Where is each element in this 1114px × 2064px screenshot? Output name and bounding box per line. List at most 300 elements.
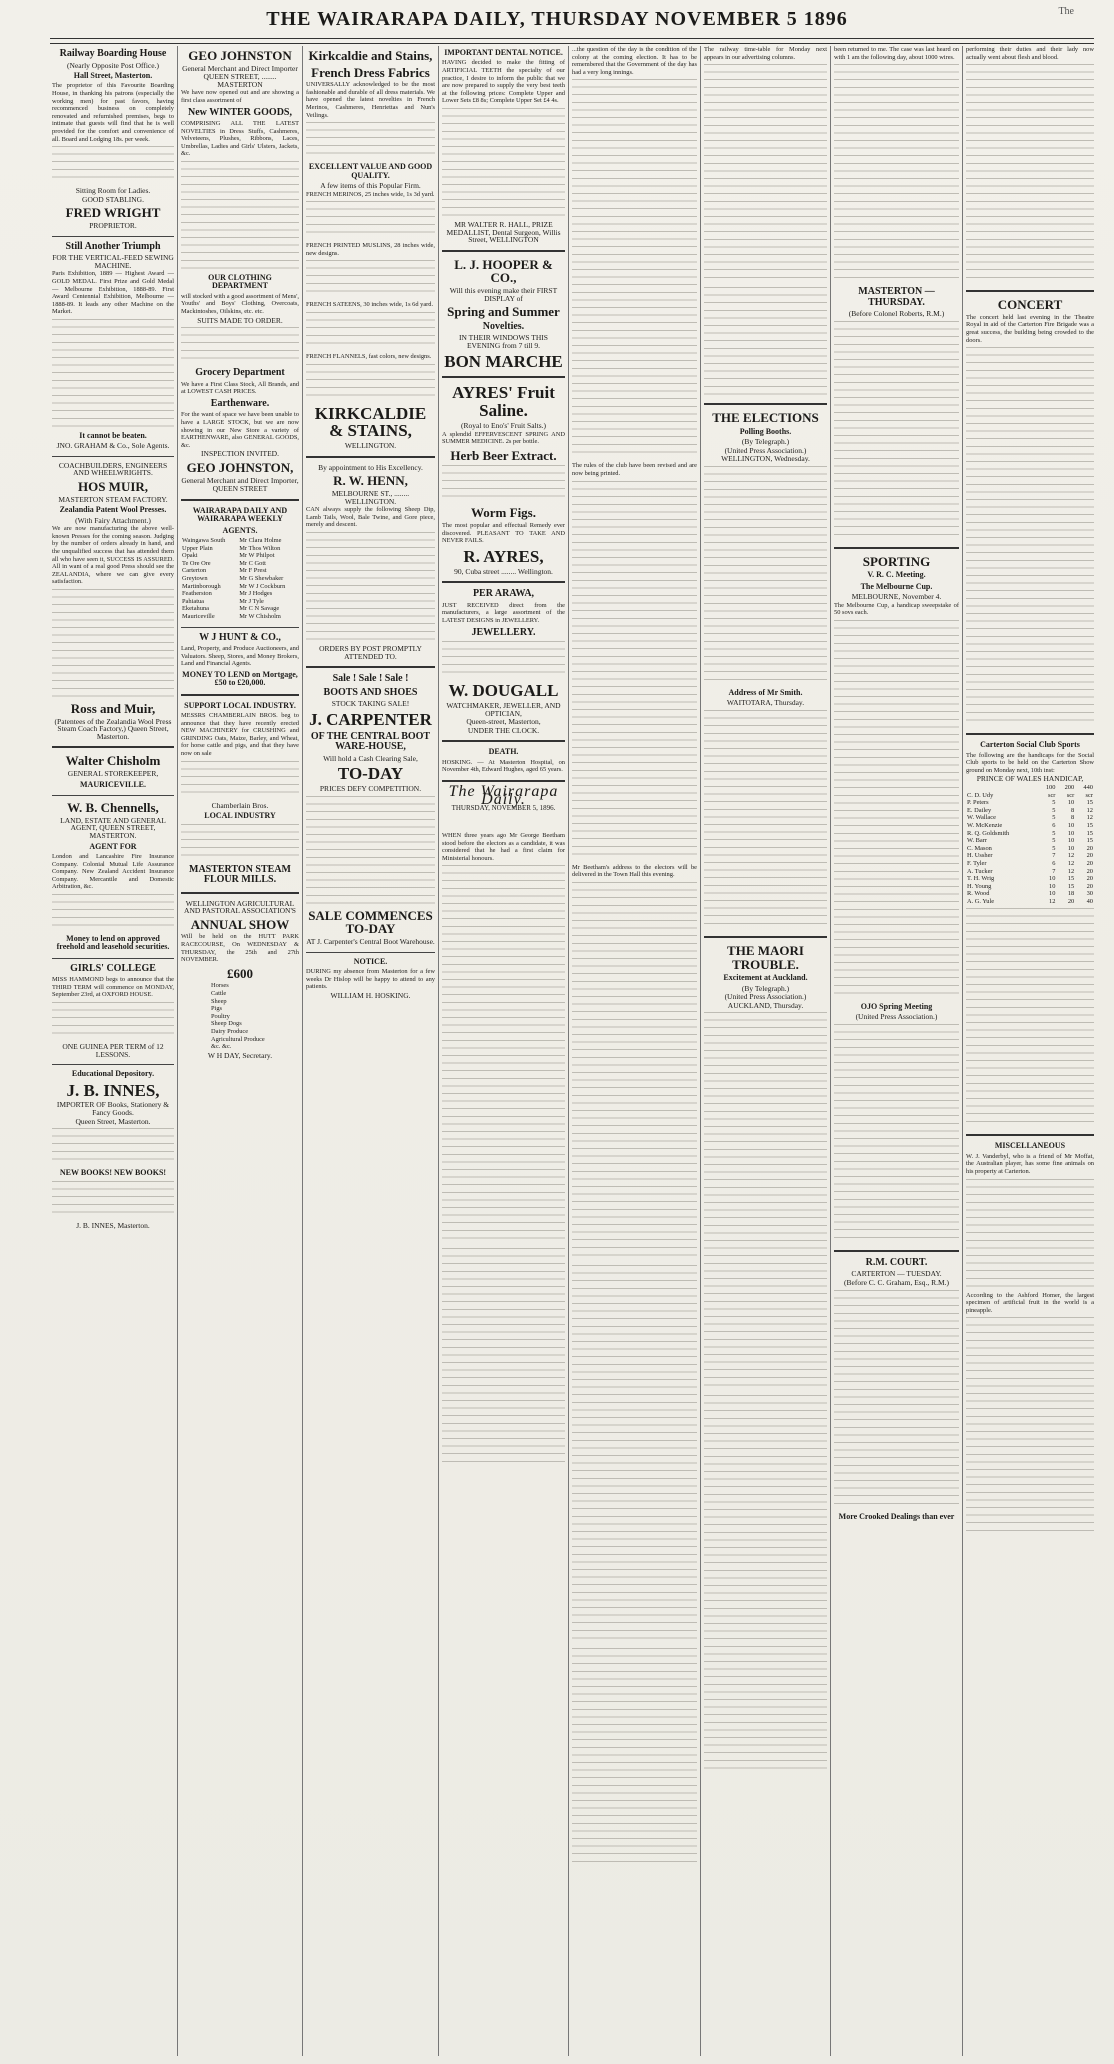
ad-notice bbox=[306, 958, 435, 1000]
ad-subtitle: French Dress Fabrics bbox=[311, 64, 430, 80]
competitor-name: R. Q. Goldsmith bbox=[967, 829, 1010, 837]
show-list-item: &c. &c. bbox=[211, 1043, 232, 1051]
ad-header: COACHBUILDERS, ENGINEERS AND WHEELWRIGHTS. bbox=[58, 460, 168, 478]
ad-tagline: ONE GUINEA PER TERM of 12 LESSONS. bbox=[62, 1041, 164, 1059]
divider bbox=[52, 236, 174, 237]
table-row bbox=[966, 860, 1094, 868]
ad-line: FRENCH MERINOS, 25 inches wide, 1s 3d yard. bbox=[306, 190, 435, 198]
ad-tagline: NEW BOOKS! NEW BOOKS! bbox=[59, 1168, 167, 1178]
section-subtitle: OJO Spring Meeting bbox=[860, 1001, 933, 1011]
ad-heading: Worm Figs. bbox=[471, 505, 536, 521]
ad-henn bbox=[306, 464, 435, 660]
ad-body: MISS HAMMOND begs to announce that the THIRD TERM will commence on MONDAY, September 23rd, at OXFORD HOUSE. bbox=[52, 976, 174, 999]
show-list-item: Agricultural Produce bbox=[211, 1035, 265, 1043]
handicap-cell: scr bbox=[1047, 791, 1056, 799]
masthead-rule bbox=[50, 38, 1094, 39]
table-row bbox=[966, 875, 1094, 883]
section-dateline: WAITOTARA, Thursday. bbox=[726, 698, 805, 708]
section-title: CONCERT bbox=[997, 297, 1063, 313]
agent-name: Mr W Chisholm bbox=[239, 612, 281, 620]
text-filler bbox=[52, 589, 174, 699]
handicap-cell: 20 bbox=[1067, 897, 1075, 905]
paper-date: THURSDAY, NOVEMBER 5, 1896. bbox=[451, 804, 556, 813]
competitor-name: W. Barr bbox=[967, 837, 987, 845]
competitor-name: E. Dailey bbox=[967, 806, 992, 814]
agents-title: AGENTS. bbox=[222, 525, 258, 535]
ad-subtitle: A few items of this Popular Firm. bbox=[320, 181, 421, 191]
handicap-cell: 12 bbox=[1067, 852, 1075, 860]
text-filler bbox=[442, 465, 565, 503]
text-filler bbox=[834, 1024, 959, 1244]
header-cell: 100 bbox=[1045, 783, 1056, 791]
table-header-row bbox=[966, 784, 1094, 792]
ad-address: MELBOURNE ST., ........ WELLINGTON. bbox=[331, 489, 410, 506]
divider bbox=[966, 1134, 1094, 1136]
divider bbox=[442, 250, 565, 252]
ad-title: AYRES' Fruit Saline. bbox=[452, 383, 555, 421]
ad-body: For the want of space we have been unable to have a LARGE STOCK, but we are now showing in our New Store a variety of EARTHENWARE, also GENERAL GOODS, &c. bbox=[181, 411, 299, 449]
ad-subtitle: LAND, ESTATE AND GENERAL AGENT, QUEEN STREET, MASTERTON. bbox=[60, 815, 166, 840]
news-item: W. J. Vanderbyl, who is a friend of Mr Moffat, the Australian player, has some fine animals on his property at Carterton. bbox=[966, 1152, 1094, 1176]
ad-heading: New WINTER GOODS, bbox=[188, 106, 292, 118]
ad-tagline: BON MARCHE bbox=[444, 351, 563, 371]
ad-sewing-machine bbox=[52, 242, 174, 450]
header-cell bbox=[966, 784, 1038, 792]
ad-line: IN THEIR WINDOWS THIS EVENING from 7 till 9. bbox=[459, 333, 548, 350]
agent-town: Waingawa South bbox=[182, 536, 226, 544]
text-filler bbox=[704, 466, 827, 686]
ad-line: FRENCH FLANNELS, fast colors, new designs. bbox=[306, 353, 432, 360]
handicap-cell: 10 bbox=[1067, 829, 1075, 837]
handicap-cell: 5 bbox=[1052, 806, 1056, 814]
agent-row bbox=[181, 560, 299, 568]
agent-row bbox=[181, 605, 299, 613]
text-filler bbox=[306, 260, 435, 298]
text-filler bbox=[442, 108, 565, 218]
ad-label: AGENT FOR bbox=[89, 841, 137, 851]
column-rule bbox=[177, 46, 178, 2056]
ad-annual-show bbox=[181, 900, 299, 1060]
ad-subtitle: (Nearly Opposite Post Office.) bbox=[67, 60, 159, 70]
paper-title: The Wairarapa Daily. bbox=[448, 782, 559, 808]
competitor-name: T. H. Wrig bbox=[967, 875, 995, 883]
text-filler bbox=[704, 710, 827, 930]
ad-local-industry bbox=[181, 702, 299, 886]
table-row bbox=[966, 845, 1094, 853]
corner-mark: The bbox=[1058, 6, 1074, 17]
column-7 bbox=[834, 46, 959, 2056]
handicap-cell: scr bbox=[1066, 791, 1075, 799]
competitor-name: A. Tucker bbox=[967, 867, 993, 875]
handicap-cell: 6 bbox=[1052, 821, 1056, 829]
ad-title: L. J. HOOPER & CO., bbox=[454, 256, 553, 286]
handicap-cell: 15 bbox=[1086, 829, 1093, 837]
text-filler bbox=[52, 1128, 174, 1166]
show-list-item: Sheep bbox=[211, 997, 227, 1005]
agent-row bbox=[181, 598, 299, 606]
agent-town: Martinborough bbox=[182, 582, 221, 590]
agent-town: Carterton bbox=[182, 567, 207, 575]
section-title: R.M. COURT. bbox=[865, 1256, 928, 1268]
ad-heading: SALE COMMENCES TO-DAY bbox=[308, 907, 433, 937]
ad-sign: WILLIAM H. HOSKING. bbox=[330, 990, 411, 1000]
text-filler bbox=[966, 64, 1094, 284]
ad-subtitle: GENERAL STOREKEEPER, bbox=[67, 769, 159, 779]
text-filler bbox=[572, 882, 697, 1262]
agent-row bbox=[181, 613, 299, 621]
handicap-cell: 20 bbox=[1086, 875, 1093, 883]
handicap-cell: 8 bbox=[1071, 814, 1075, 822]
masthead bbox=[0, 0, 1114, 46]
handicap-cell: 15 bbox=[1086, 821, 1093, 829]
ad-innes bbox=[52, 1070, 174, 1229]
section-byline: (By Telegraph.) bbox=[741, 437, 790, 447]
divider bbox=[966, 733, 1094, 735]
section-byline: (United Press Association.) bbox=[724, 992, 807, 1002]
section-byline: (Before Colonel Roberts, R.M.) bbox=[848, 309, 945, 319]
competitor-name: P. Peters bbox=[967, 799, 989, 807]
column-rule bbox=[568, 46, 569, 2056]
show-list-item: Cattle bbox=[211, 989, 227, 997]
column-2 bbox=[181, 46, 299, 2056]
column-4 bbox=[442, 46, 565, 2056]
handicap-cell: 10 bbox=[1067, 799, 1075, 807]
ad-heading: BOOTS AND SHOES bbox=[323, 686, 418, 698]
ad-johnston bbox=[181, 49, 299, 493]
ad-heading: Grocery Department bbox=[195, 367, 285, 379]
ad-title: J. B. INNES, bbox=[66, 1080, 160, 1100]
handicap-cell: 15 bbox=[1067, 882, 1075, 890]
news-item: According to the Ashford Homer, the largest specimen of artificial fruit in the world is a pineapple. bbox=[966, 1291, 1094, 1314]
ad-subtitle: STOCK TAKING SALE! bbox=[331, 699, 410, 709]
section-dateline: MELBOURNE, November 4. bbox=[851, 592, 942, 602]
firm-sub: (Patentees of the Zealandia Wool Press Steam Coach Factory,) Queen Street, Masterton. bbox=[54, 716, 172, 741]
ad-tagline: INSPECTION INVITED. bbox=[201, 449, 279, 459]
ad-town: MAURICEVILLE. bbox=[79, 779, 146, 789]
ad-title: J. CARPENTER bbox=[309, 709, 432, 729]
ad-title: Zealandia Patent Wool Presses. bbox=[59, 505, 167, 515]
handicap-cell: 5 bbox=[1052, 829, 1056, 837]
ad-address: 90, Cuba street ........ Wellington. bbox=[454, 566, 553, 576]
divider bbox=[442, 376, 565, 378]
agent-town: Te Ore Ore bbox=[182, 559, 211, 567]
ad-body: UNIVERSALLY acknowledged to be the most fashionable and durable of all dress materials. We have opened the latest novelties in French Merinos, Cashmeres, Henriettas and Nun's Veilings. bbox=[306, 81, 435, 119]
ad-tagline: Money to lend on approved freehold and leasehold securities. bbox=[56, 933, 170, 952]
section-byline: (Before C. C. Graham, Esq., R.M.) bbox=[844, 1278, 949, 1288]
text-filler bbox=[572, 1648, 697, 1868]
agents-list bbox=[181, 507, 299, 621]
column-1 bbox=[52, 46, 174, 2056]
divider bbox=[181, 694, 299, 696]
death-notice bbox=[442, 748, 565, 774]
text-filler bbox=[181, 761, 299, 799]
ad-sign: Chamberlain Bros. bbox=[211, 800, 269, 810]
section-dateline: AUCKLAND, Thursday. bbox=[727, 1000, 804, 1010]
section-byline: (United Press Association.) bbox=[724, 445, 807, 455]
handicap-cell: 5 bbox=[1052, 837, 1056, 845]
agent-row bbox=[181, 552, 299, 560]
ad-body: London and Lancashire Fire Insurance Company. Colonial Mutual Life Assurance Company. New Zealand Accident Insurance Company. Mercantile and Domestic Arbitration, &c. bbox=[52, 852, 174, 891]
handicap-cell: 15 bbox=[1067, 875, 1075, 883]
ad-heading: Herb Beer Extract. bbox=[450, 447, 557, 463]
text-filler bbox=[834, 620, 959, 1000]
agent-town: Mauriceville bbox=[182, 612, 215, 620]
ad-sign: W H DAY, Secretary. bbox=[207, 1050, 273, 1060]
ad-address: QUEEN STREET, ........ MASTERTON bbox=[203, 72, 277, 89]
ad-heading: TO-DAY bbox=[337, 764, 404, 784]
ad-address: Queen-street, Masterton, bbox=[466, 717, 541, 727]
ad-title: GEO JOHNSTON bbox=[188, 48, 292, 63]
handicap-cell: 10 bbox=[1067, 837, 1075, 845]
competitor-name: H. Young bbox=[967, 882, 992, 890]
table-row bbox=[966, 807, 1094, 815]
ad-subtitle: WELLINGTON AGRICULTURAL AND PASTORAL ASSOCIATION'S bbox=[184, 898, 296, 916]
section-title: Carterton Social Club Sports bbox=[980, 740, 1080, 750]
handicap-cell: 20 bbox=[1086, 844, 1093, 852]
ad-body: will stocked with a good assortment of Mens', Youths' and Boys' Clothing, Overcoats, Mackintoshes, Oilskins, etc. etc. bbox=[181, 292, 299, 316]
text-filler bbox=[181, 327, 299, 365]
handicap-cell: 5 bbox=[1052, 814, 1056, 822]
divider bbox=[442, 740, 565, 742]
agent-row bbox=[181, 537, 299, 545]
paper-emblem bbox=[445, 782, 563, 826]
ad-hooper bbox=[442, 258, 565, 371]
text-filler bbox=[704, 1395, 827, 1775]
ad-title: GIRLS' COLLEGE bbox=[70, 962, 156, 974]
ad-title: W. B. Chennells, bbox=[67, 800, 159, 816]
handicap-cell: 8 bbox=[1071, 806, 1075, 814]
ad-tagline: ORDERS BY POST PROMPTLY ATTENDED TO. bbox=[319, 644, 422, 661]
handicap-cell: 5 bbox=[1052, 799, 1056, 807]
section-subtitle: CARTERTON — TUESDAY. bbox=[851, 1269, 942, 1279]
agent-town: Featherston bbox=[182, 590, 212, 598]
handicap-cell: 10 bbox=[1049, 882, 1056, 890]
ad-body: Paris Exhibition, 1889 — Highest Award — GOLD MEDAL. First Prize and Gold Medal — Melbourne Exhibition, 1888-89. First Award Centennial Exhibition, Melbourne — 1888-89. It leads any other Machine on the Market. bbox=[52, 270, 174, 316]
ad-line: Will hold a Cash Clearing Sale, bbox=[323, 753, 418, 763]
handicap-cell: 12 bbox=[1067, 859, 1075, 867]
ad-title: KIRKCALDIE & STAINS, bbox=[314, 403, 427, 441]
table-row bbox=[966, 883, 1094, 891]
ad-heading: PER ARAWA, bbox=[472, 588, 535, 600]
text-filler bbox=[52, 1181, 174, 1219]
masthead-rule-2 bbox=[50, 43, 1094, 44]
news-item: performing their duties and their lady now actually went about flesh and blood. bbox=[966, 46, 1094, 61]
news-item: The concert held last evening in the Theatre Royal in aid of the Carterton Fire Brigade was a great success, the building being crowded to the doors. bbox=[966, 313, 1094, 344]
ad-body: DURING my absence from Masterton for a few weeks Dr Hislop will be happy to attend to any patients. bbox=[306, 968, 435, 991]
divider bbox=[306, 952, 435, 953]
header-cell: 200 bbox=[1064, 783, 1075, 791]
ad-girls-college bbox=[52, 964, 174, 1058]
agent-name: Mr Thos Wilton bbox=[239, 544, 281, 552]
ad-title: Walter Chisholm bbox=[65, 753, 161, 769]
agent-row bbox=[181, 575, 299, 583]
news-item: The rules of the club have been revised and are now being printed. bbox=[572, 462, 697, 477]
column-rule bbox=[830, 46, 831, 2056]
handicap-cell: 7 bbox=[1052, 852, 1056, 860]
editorial-continued: ...the question of the day is the condition of the colony at the coming election. It has to be remembered that the Government of the day has had a very long innings. bbox=[572, 46, 697, 76]
ad-title: R. AYRES, bbox=[463, 546, 544, 566]
ad-body: Will be held on the HUTT PARK RACECOURSE, On WEDNESDAY & THURSDAY, the 25th and 27th NOVEMBER. bbox=[181, 933, 299, 964]
ad-address: QUEEN STREET bbox=[212, 484, 268, 494]
ad-subtitle: (With Fairy Attachment.) bbox=[75, 515, 151, 525]
agent-name: Mr C N Savage bbox=[239, 605, 280, 613]
handicap-cell: 20 bbox=[1086, 852, 1093, 860]
divider bbox=[52, 795, 174, 796]
handicap-cell: 15 bbox=[1086, 799, 1093, 807]
ad-title: R. W. HENN, bbox=[333, 473, 408, 489]
firm-name: Ross and Muir, bbox=[70, 701, 156, 717]
section-byline: (United Press Association.) bbox=[855, 1012, 938, 1022]
editorial-body: WHEN three years ago Mr George Beetham stood before the electors as a candidate, it was considered that he had a first claim for Ministerial honours. bbox=[442, 831, 565, 862]
ad-title: W J HUNT & CO., bbox=[199, 631, 281, 643]
handicap-cell: 7 bbox=[1052, 867, 1056, 875]
ad-heading: EXCELLENT VALUE AND GOOD QUALITY. bbox=[308, 162, 433, 180]
masthead-title: THE WAIRARAPA DAILY, THURSDAY NOVEMBER 5 1896 bbox=[266, 8, 848, 30]
handicap-cell: 20 bbox=[1086, 859, 1093, 867]
header-cell: 440 bbox=[1083, 783, 1093, 791]
table-row bbox=[966, 814, 1094, 822]
table-row bbox=[966, 898, 1094, 906]
news-item: been returned to me. The case was last heard on with 1 am the following day, about 1000 wires. bbox=[834, 46, 959, 61]
proprietor-name: FRED WRIGHT bbox=[65, 205, 161, 221]
ad-line: FRENCH SATEENS, 30 inches wide, 1s 6d yard. bbox=[306, 301, 434, 309]
table-row bbox=[966, 830, 1094, 838]
table-row bbox=[966, 890, 1094, 898]
ad-subtitle: FOR THE VERTICAL-FEED SEWING MACHINE. bbox=[52, 253, 174, 270]
text-filler bbox=[572, 481, 697, 861]
text-filler bbox=[834, 321, 959, 541]
ad-sign: MR WALTER R. HALL, PRIZE MEDALLIST, Dental Surgeon, Willis Street, WELLINGTON bbox=[446, 219, 561, 245]
ad-title: GEO JOHNSTON, bbox=[186, 459, 294, 475]
ad-subtitle: (Royal to Eno's' Fruit Salts.) bbox=[461, 421, 546, 431]
news-item: The railway time-table for Monday next appears in our advertising columns. bbox=[704, 46, 827, 61]
agent-name: Mr C Gott bbox=[239, 559, 266, 567]
text-filler bbox=[966, 908, 1094, 1128]
firm-sub: MASTERTON STEAM FACTORY. bbox=[58, 494, 168, 504]
show-list-item: Poultry bbox=[211, 1012, 230, 1020]
section-subtitle: Polling Booths. bbox=[739, 426, 792, 436]
ad-dental bbox=[442, 49, 565, 244]
show-list bbox=[181, 982, 299, 1050]
section-byline: (By Telegraph.) bbox=[741, 983, 790, 993]
agent-name: Mr G Shewbaker bbox=[239, 574, 284, 582]
agents-table bbox=[181, 537, 299, 621]
ad-heading: JEWELLERY. bbox=[471, 626, 536, 638]
handicap-cell: 12 bbox=[1086, 814, 1093, 822]
text-filler bbox=[704, 1012, 827, 1392]
table-row bbox=[966, 852, 1094, 860]
handicap-cell: 10 bbox=[1049, 875, 1056, 883]
column-rule bbox=[438, 46, 439, 2056]
agent-row bbox=[181, 590, 299, 598]
column-rule bbox=[962, 46, 963, 2056]
competitor-name: F. Tyler bbox=[967, 859, 987, 867]
ad-address: WELLINGTON. bbox=[344, 441, 397, 451]
ad-agent: JNO. GRAHAM & Co., Sole Agents. bbox=[56, 441, 170, 451]
ad-title: ANNUAL SHOW bbox=[190, 916, 290, 932]
section-dateline: WELLINGTON, Wednesday. bbox=[721, 454, 810, 464]
ad-tagline: MONEY TO LEND on Mortgage, £50 to £20,000. bbox=[182, 669, 298, 688]
ad-title: IMPORTANT DENTAL NOTICE. bbox=[444, 48, 563, 57]
handicap-cell: 15 bbox=[1086, 837, 1093, 845]
ad-subtitle: OF THE CENTRAL BOOT WARE-HOUSE, bbox=[310, 730, 431, 753]
handicap-cell: 10 bbox=[1049, 890, 1056, 898]
ad-tagline-2: GOOD STABLING. bbox=[82, 194, 144, 204]
ad-chennells bbox=[52, 801, 174, 952]
ad-tagline: Sitting Room for Ladies. bbox=[75, 186, 151, 196]
ad-title: Still Another Triumph bbox=[65, 240, 161, 252]
handicap-cell: 12 bbox=[1049, 897, 1056, 905]
text-filler bbox=[572, 1265, 697, 1645]
competitor-name: C. D. Udy bbox=[967, 791, 994, 799]
ad-title: Kirkcaldie and Stains, bbox=[308, 48, 433, 63]
ad-title: W. DOUGALL bbox=[448, 681, 559, 701]
text-filler bbox=[306, 122, 435, 160]
handicap-cell: 12 bbox=[1067, 867, 1075, 875]
handicap-cell: 6 bbox=[1052, 859, 1056, 867]
handicap-cell: 5 bbox=[1052, 844, 1056, 852]
ad-title: Railway Boarding House bbox=[59, 48, 167, 59]
divider bbox=[704, 403, 827, 405]
handicap-cell: 20 bbox=[1086, 882, 1093, 890]
handicap-cell: 30 bbox=[1086, 890, 1093, 898]
ad-header: Educational Depository. bbox=[71, 1069, 155, 1079]
ad-subtitle: Novelties. bbox=[482, 320, 525, 332]
ad-title: NOTICE. bbox=[353, 956, 388, 966]
agent-row bbox=[181, 567, 299, 575]
divider bbox=[306, 456, 435, 458]
competitor-name: A. G. Yule bbox=[967, 897, 995, 905]
agents-heading: WAIRARAPA DAILY AND WAIRARAPA WEEKLY bbox=[192, 505, 288, 524]
ad-ayres bbox=[442, 384, 565, 575]
ad-carpenter bbox=[306, 674, 435, 945]
divider bbox=[52, 746, 174, 748]
text-filler bbox=[306, 312, 435, 350]
section-title: MASTERTON — THURSDAY. bbox=[858, 286, 935, 308]
handicap-cell: 20 bbox=[1086, 867, 1093, 875]
table-row bbox=[966, 792, 1094, 800]
text-filler bbox=[966, 1179, 1094, 1289]
handicap-cell: 10 bbox=[1067, 821, 1075, 829]
text-filler bbox=[834, 1290, 959, 1510]
ad-tagline: SUITS MADE TO ORDER. bbox=[197, 315, 283, 325]
ad-body: We have a First Class Stock, All Brands, and at LOWEST CASH PRICES. bbox=[181, 380, 299, 396]
handicap-table bbox=[966, 784, 1094, 906]
column-3 bbox=[306, 46, 435, 2056]
section-subtitle: PRINCE OF WALES HANDICAP, bbox=[976, 774, 1084, 784]
text-filler bbox=[52, 319, 174, 429]
section-subtitle: The Melbourne Cup. bbox=[860, 581, 933, 591]
ad-body: COMPRISING ALL THE LATEST NOVELTIES in Dress Stuffs, Cashmeres, Velveteens, Plushes, Ribbons, Laces, Umbrellas, Ladies and Girls' Ulsters, Jackets, &c. bbox=[181, 120, 299, 158]
divider bbox=[704, 936, 827, 938]
section-body: HOSKING. — At Masterton Hospital, on November 4th, Edward Hughes, aged 65 years. bbox=[442, 758, 565, 774]
section-subtitle: V. R. C. Meeting. bbox=[867, 570, 926, 580]
ad-title: MASTERTON STEAM FLOUR MILLS. bbox=[189, 863, 291, 886]
agent-name: Mr Clara Holme bbox=[239, 536, 282, 544]
text-filler bbox=[52, 894, 174, 932]
section-subtitle: Excitement at Auckland. bbox=[723, 973, 808, 983]
ad-body: A splendid EFFERVESCENT SPRING AND SUMMER MEDICINE. 2s per bottle. bbox=[442, 430, 565, 446]
agent-name: Mr F Prest bbox=[239, 567, 267, 575]
column-5 bbox=[572, 46, 697, 2056]
text-filler bbox=[52, 146, 174, 184]
column-6 bbox=[704, 46, 827, 2056]
firm-name: HOS MUIR, bbox=[77, 479, 149, 495]
ad-sign: J. B. INNES, Masterton. bbox=[76, 1220, 150, 1230]
prize-amount: £600 bbox=[227, 965, 253, 981]
ad-heading: Sale ! Sale ! Sale ! bbox=[332, 673, 409, 685]
ad-address: Queen Street, Masterton. bbox=[75, 1116, 151, 1126]
